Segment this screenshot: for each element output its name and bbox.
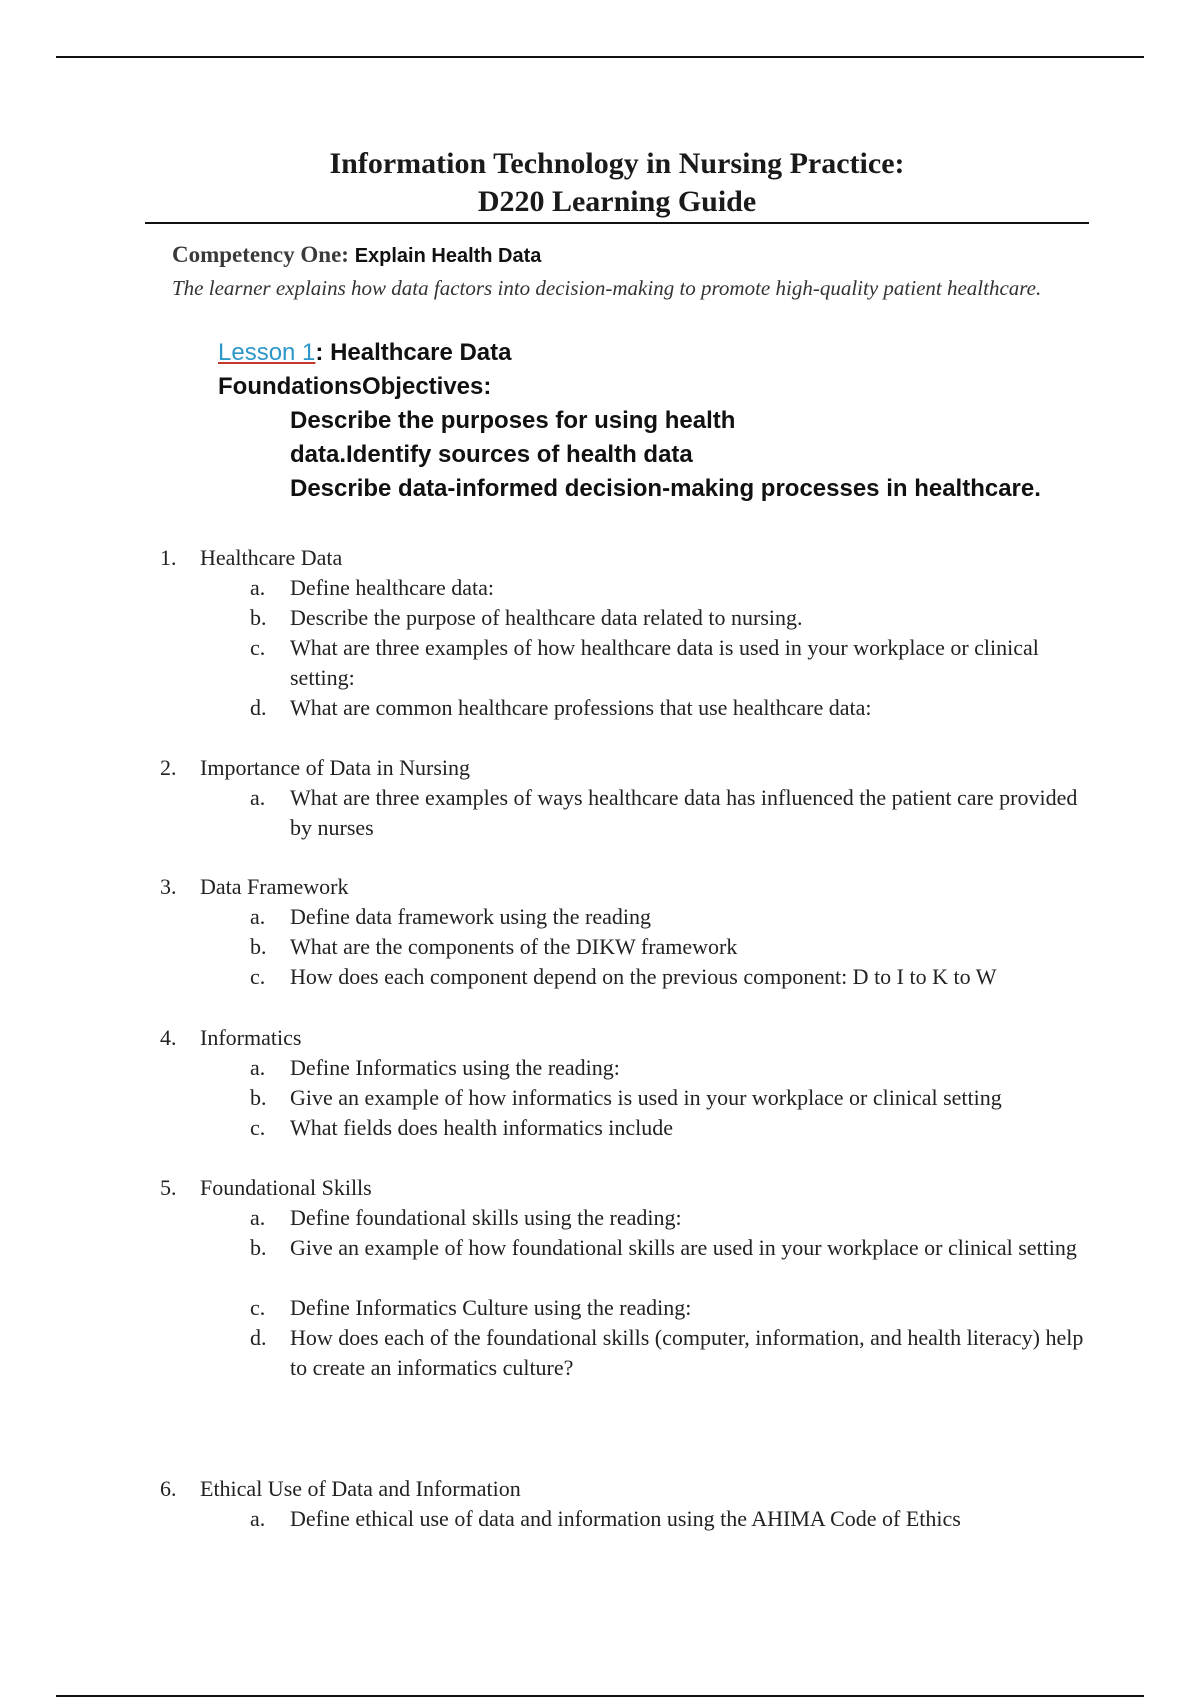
item-number: 5. — [160, 1175, 177, 1200]
sub-text: Define data framework using the reading — [290, 904, 652, 929]
competency-heading — [172, 240, 541, 271]
sub-letter: d. — [250, 1325, 267, 1350]
lesson-objectives-label: FoundationsObjectives: — [218, 373, 492, 400]
sub-text: What are common healthcare professions that use healthcare data: — [290, 695, 872, 720]
sub-item-5a — [250, 1203, 1090, 1233]
objective-line-1: Describe the purposes for using health — [290, 407, 736, 434]
sub-text: Define foundational skills using the reading: — [290, 1205, 682, 1230]
item-number: 3. — [160, 874, 177, 899]
sub-item-5b — [250, 1233, 1090, 1263]
item-number: 4. — [160, 1025, 177, 1050]
sub-item-5d — [250, 1323, 1090, 1383]
item-title: Importance of Data in Nursing — [200, 755, 471, 780]
outline-item-4 — [160, 1023, 301, 1053]
sub-item-1b — [250, 603, 1090, 633]
competency-name: Explain Health Data — [354, 245, 542, 267]
sub-letter: b. — [250, 1085, 267, 1110]
sub-letter: b. — [250, 934, 267, 959]
outline-item-1 — [160, 543, 342, 573]
sub-item-1a — [250, 573, 1090, 603]
sub-item-2a — [250, 783, 1090, 843]
item-number: 6. — [160, 1476, 177, 1501]
sub-letter: c. — [250, 635, 266, 660]
item-number: 2. — [160, 755, 177, 780]
competency-label: Competency One: — [172, 242, 349, 267]
sub-letter: c. — [250, 1295, 266, 1320]
document-title-line-2: D220 Learning Guide — [477, 185, 757, 218]
sub-text: Give an example of how foundational skills are used in your workplace or clinical setting — [290, 1235, 1077, 1260]
sub-text: Define Informatics Culture using the reading: — [290, 1295, 692, 1320]
sub-item-6a — [250, 1504, 1090, 1534]
sub-letter: a. — [250, 1205, 266, 1230]
outline-item-6 — [160, 1474, 521, 1504]
sub-letter: a. — [250, 1506, 266, 1531]
sub-letter: a. — [250, 575, 266, 600]
sub-item-3a — [250, 902, 1090, 932]
competency-description: The learner explains how data factors into decision-making to promote high-quality patient healthcare. — [172, 276, 1042, 300]
sub-letter: b. — [250, 605, 267, 630]
sub-letter: a. — [250, 785, 266, 810]
sub-item-4b — [250, 1083, 1090, 1113]
item-title: Foundational Skills — [200, 1175, 372, 1200]
item-number: 1. — [160, 545, 177, 570]
sub-text: Define healthcare data: — [290, 575, 494, 600]
sub-item-5c — [250, 1293, 1090, 1323]
document-title-line-1: Information Technology in Nursing Practice: — [329, 147, 905, 180]
sub-text: Define ethical use of data and information using the AHIMA Code of Ethics — [290, 1506, 961, 1531]
sub-item-1c — [250, 633, 1090, 693]
bottom-rule — [56, 1695, 1144, 1697]
sub-text: Describe the purpose of healthcare data related to nursing. — [290, 605, 803, 630]
outline-item-3 — [160, 872, 348, 902]
objective-line-3: Describe data-informed decision-making processes in healthcare. — [290, 475, 1041, 502]
sub-letter: a. — [250, 1055, 266, 1080]
lesson-title: : Healthcare Data — [315, 339, 512, 366]
item-title: Ethical Use of Data and Information — [200, 1476, 521, 1501]
item-title: Informatics — [200, 1025, 302, 1050]
sub-text: How does each component depend on the previous component: D to I to K to W — [290, 964, 997, 989]
item-title: Data Framework — [200, 874, 349, 899]
title-rule — [145, 222, 1089, 224]
sub-item-1d — [250, 693, 1090, 723]
sub-letter: c. — [250, 964, 266, 989]
sub-letter: a. — [250, 904, 266, 929]
lesson-heading — [218, 336, 511, 370]
lesson-link[interactable]: Lesson 1 — [218, 339, 316, 366]
item-title: Healthcare Data — [200, 545, 343, 570]
sub-item-3c — [250, 962, 1090, 992]
sub-text: What fields does health informatics include — [290, 1115, 674, 1140]
sub-text: What are the components of the DIKW framework — [290, 934, 738, 959]
sub-letter: c. — [250, 1115, 266, 1140]
sub-text: How does each of the foundational skills (computer, information, and health literacy) help to create an informatics culture? — [290, 1325, 1084, 1380]
sub-text: Define Informatics using the reading: — [290, 1055, 620, 1080]
sub-item-4a — [250, 1053, 1090, 1083]
sub-item-3b — [250, 932, 1090, 962]
sub-letter: b. — [250, 1235, 267, 1260]
sub-text: What are three examples of ways healthcare data has influenced the patient care provided by nurses — [290, 785, 1078, 840]
outline-item-5 — [160, 1173, 372, 1203]
top-rule — [56, 56, 1144, 58]
outline-item-2 — [160, 753, 470, 783]
objective-line-2: data.Identify sources of health data — [290, 441, 693, 468]
sub-text: What are three examples of how healthcare data is used in your workplace or clinical setting: — [290, 635, 1039, 690]
sub-text: Give an example of how informatics is used in your workplace or clinical setting — [290, 1085, 1002, 1110]
sub-letter: d. — [250, 695, 267, 720]
sub-item-4c — [250, 1113, 1090, 1143]
